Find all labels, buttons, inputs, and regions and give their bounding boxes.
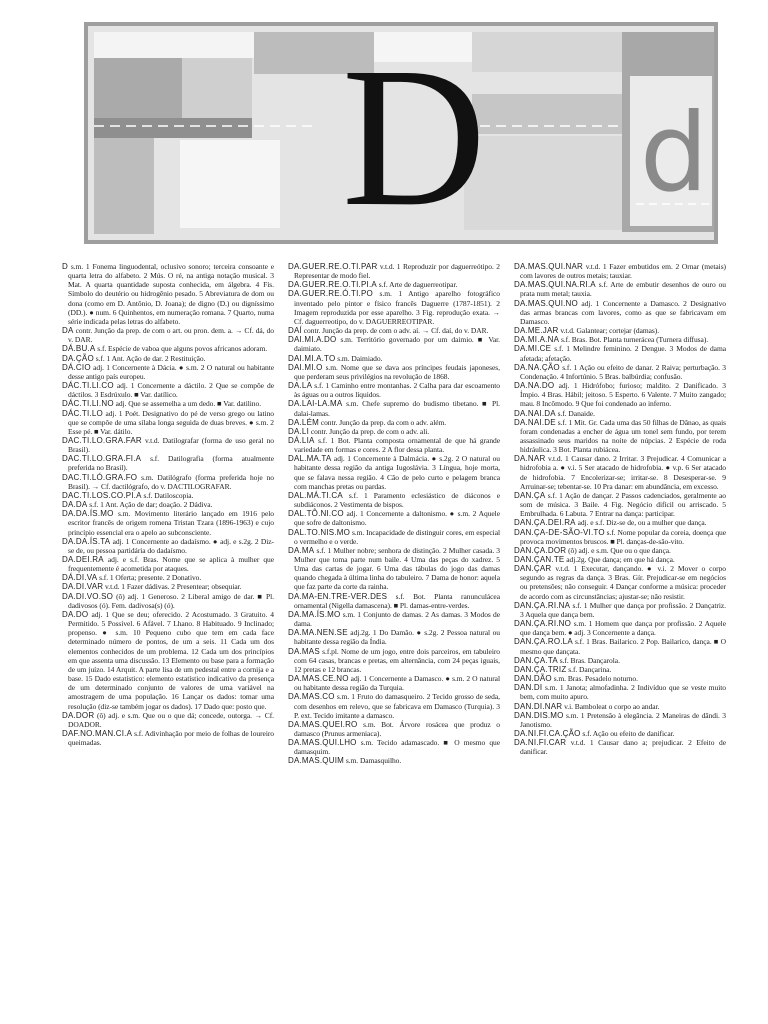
dictionary-entry	[62, 711, 274, 729]
dictionary-entry	[62, 729, 274, 747]
dictionary-entry	[514, 262, 726, 280]
definition: adj.2g. 1 Do Damão. ● s.2g. 2 Pessoa natural ou habitante dessa região da Índia.	[294, 628, 500, 647]
dictionary-entry	[62, 399, 274, 408]
definition: s.f. Dançarina.	[568, 664, 612, 674]
dictionary-entry	[514, 518, 726, 527]
dictionary-entry	[288, 674, 500, 692]
headword: DA.MAS	[288, 646, 320, 656]
headword: DA.MA.NEN.SE	[288, 628, 348, 638]
dictionary-entry	[62, 326, 274, 344]
dictionary-entry	[514, 656, 726, 665]
dictionary-entry	[514, 335, 726, 344]
dictionary-entry	[62, 454, 274, 472]
definition: s.m. 1 Janota; almofadinha. 2 Indivíduo que se veste muito bem, com muito apuro.	[520, 683, 726, 702]
definition: s.f. Espécie de vaboa que alguns povos africanos adoram.	[97, 344, 268, 354]
dictionary-entry	[62, 509, 274, 536]
headword: DÁC.TI.LI.CO	[62, 381, 114, 391]
dictionary-entry	[288, 628, 500, 646]
definition: adj. 1 Que se deu; oferecido. 2 Acostumado. 3 Gratuito. 4 Permitido. 5 Possível. 6 Afável. 7 Lhano. 8 Habituado. 9 Inclinado; propenso. ● s.m. 10 Pequeno cubo que tem em cada face determinado número de pontos, de um a seis. 11 Cada um dos elementos conhecidos de um problema. 12 Cada um dos princípios em que assenta uma discussão. 13 Elemento ou base para a formação de um juízo. 14 Arquit. A parte lisa de um pedestal entre a cornija e a base. 15 Dado estatístico: elemento estatístico indicativo da presença de um determinado conjunto de valores de uma variável na amostragem de uma população. 16 Lançar os dados: tomar uma resolução (diz-se também jogar os dados). 17 Dado que: posto que.	[68, 609, 274, 711]
dictionary-entry	[62, 500, 274, 509]
definition: s.f. Ação ou efeito de danificar.	[582, 728, 675, 738]
dictionary-entry	[514, 601, 726, 619]
definition: s.m. 1 Fonema linguodental, oclusivo sonoro; terceira consoante e quarta letra do alfabeto. 2 Mús. O ré, na antiga notação musical. 3 Mat. A quarta quantidade suposta conhecida, em álgebra. 4 Fís. Símbolo do deutério ou hidrogênio pesado. 5 Abreviatura de dom ou dona (como em D. Antônio, D. Joana); de digno (D.) ou digníssimo (DD.). ● num. 6 Quinhentos, em numeração romana. 7 Quarto, numa série indicada pelas letras do alfabeto.	[68, 262, 274, 326]
definition: adj. 1 Concernente a Damasco. ● s.m. 2 O natural ou habitante dessa região da Turquia.	[294, 674, 500, 693]
banner-block	[94, 32, 254, 58]
banner-block	[94, 58, 182, 118]
definition: s.m. Damasquilho.	[345, 756, 402, 766]
headword: DAC.TI.LOS.CO.PI.A	[62, 490, 142, 500]
headword: DA.DA.ÍS.TA	[62, 536, 111, 546]
dictionary-entry	[288, 289, 500, 326]
headword: DAL.TO.NIS.MO	[288, 527, 351, 537]
definition: adj. 1 Concernente à Dácia. ● s.m. 2 O natural ou habitante desse antigo país europeu.	[68, 362, 274, 381]
headword: D	[62, 262, 68, 271]
headword: DAN.ÇA.TA	[514, 655, 558, 665]
banner-block	[180, 140, 280, 228]
definition: adj. e s.f. Bras. Nome que se aplica à mulher que frequentemente é acometida por ataques.	[68, 555, 274, 574]
headword: DAN.ÇA.TRIZ	[514, 664, 567, 674]
definition: s.f. 1 Mulher que dança por profissão. 2 Dançatriz. 3 Aquela que dança bem.	[520, 600, 726, 619]
headword: DA.DOR	[62, 710, 95, 720]
headword: DA.MAS.QUI.NO	[514, 298, 578, 308]
dictionary-entry	[514, 363, 726, 381]
headword: DAL.MÁ.TI.CA	[288, 490, 343, 500]
headword: DÁC.TI.LI.NO	[62, 399, 114, 409]
definition: s.m. 1 Homem que dança por profissão. 2 Aquele que dança bem. ● adj. 3 Concernente a dança.	[520, 619, 726, 638]
definition: adj. 1 Poét. Designativo do pé de verso grego ou latino que se compõe de uma sílaba longa seguida de duas breves. ● s.m. 2 Esse pé. ■ Var. dátilo.	[68, 408, 274, 436]
headword: DA.LI	[288, 426, 310, 436]
definition: contr. Junção da prep. de com o adv. ali.	[310, 426, 430, 436]
dictionary-entry	[62, 436, 274, 454]
dictionary-entry	[288, 509, 500, 527]
dictionary-entry	[514, 637, 726, 655]
headword: DAN.DIS.MO	[514, 710, 564, 720]
headword: DÁC.TI.LO	[62, 408, 103, 418]
headword: DAN.ÇA.DEI.RA	[514, 518, 576, 528]
headword: DA.MI.CE	[514, 344, 552, 354]
headword: DÁ.LIA	[288, 435, 315, 445]
dictionary-entry	[62, 363, 274, 381]
definition: s.f. 1 Ant. Ação de dar; doação. 2 Dádiva.	[89, 500, 213, 510]
headword: DAN.ÇA-DE-SÃO-VI.TO	[514, 527, 605, 537]
headword: DAÍ	[288, 326, 302, 336]
definition: adj. e s.f. Diz-se de, ou a mulher que dança.	[577, 518, 707, 528]
definition: s.f. Adivinhação por meio de folhas de loureiro queimadas.	[68, 728, 274, 748]
definition: s.f. 1 Melindre feminino. 2 Dengue. 3 Modos de dama afetada; afetação.	[520, 344, 726, 363]
definition: v.t.d. 1 Fazer dádivas. 2 Presentear; obsequiar.	[105, 582, 242, 592]
definition: s.f. Arte de embutir desenhos de ouro ou prata num metal; tauxia.	[520, 280, 726, 299]
headword: DÁ.DI.VA	[62, 573, 98, 583]
letter-d-small: d	[639, 91, 709, 216]
definition: s.f. Bot. Planta ranunculácea ornamental (Nigella damascena). ■ Pl. damas-entre-verdes.	[294, 591, 500, 610]
column-2	[288, 262, 500, 1014]
definition: adj. Que se assemelha a um dedo. ■ Var. datilino.	[115, 399, 262, 409]
definition: adj. 1 Concernente a dáctilo. 2 Que se compõe de dáctilos. 3 Esdrúxulo. ■ Var. datílico.	[68, 381, 274, 400]
headword: DA.GUER.RE.O.TI.PI.A	[288, 280, 377, 290]
dictionary-entry	[514, 665, 726, 674]
dictionary-entry	[62, 381, 274, 399]
definition: adj. 1 Concernente ao dadaísmo. ● adj. e s.2g. 2 Diz-se de, ou pessoa partidária do dadaísmo.	[68, 536, 274, 555]
banner-block	[464, 136, 622, 230]
dictionary-entry	[288, 335, 500, 353]
definition: s.f. 1 Bras. Bailarico. 2 Pop. Bailarico, dança. ■ O mesmo que dançata.	[520, 637, 726, 656]
headword: DAF.NO.MAN.CI.A	[62, 728, 133, 738]
letter-d-large: D	[341, 27, 487, 244]
definition: s.m. Datilógrafo (forma preferida hoje no Brasil). → Cf. dactilógrafo, do v. DACTILOGRAFAR.	[68, 472, 274, 491]
dictionary-entry	[288, 692, 500, 719]
dictionary-entry	[288, 592, 500, 610]
definition: s.f. Arte de daguerreotipar.	[378, 280, 458, 290]
dictionary-entry	[62, 473, 274, 491]
dictionary-entry	[62, 262, 274, 326]
definition: (ô) adj. 1 Generoso. 2 Liberal amigo de dar. ■ Pl. dadivosos (ó). Fem. dadivosa(s) (ó).	[68, 591, 274, 610]
headword: DAL.MA.TA	[288, 454, 332, 464]
dictionary-entry	[514, 555, 726, 564]
definition: (ô) adj. e s.m. Que ou o que dança.	[568, 545, 671, 555]
headword: DAI.MI.A.DO	[288, 335, 337, 345]
definition: s.f. 1 Mit. Gr. Cada uma das 50 filhas de Dânao, as quais foram condenadas a encher de água um tonel sem fundo, por terem assassinado seus maridos na noite de núpcias. 2 Espécie de roda hidráulica. 3 Bot. Planta rubiácea.	[520, 417, 726, 455]
dictionary-entry	[62, 344, 274, 353]
definition: adj. 1 Concernente a daltonismo. ● s.m. 2 Aquele que sofre de daltonismo.	[294, 509, 500, 528]
headword: DAN.ÇA.RI.NA	[514, 600, 571, 610]
headword: DAN.DI	[514, 683, 543, 693]
dictionary-entry	[514, 729, 726, 738]
dictionary-body	[62, 262, 726, 1014]
definition: s.f. 1 Caminho entre montanhas. 2 Calha para dar escoamento às águas ou a outros líquidos.	[294, 381, 500, 400]
dictionary-entry	[514, 683, 726, 701]
definition: v.t.d. 1 Reproduzir por daguerreótipo. 2 Representar de modo fiel.	[294, 262, 500, 281]
headword: DA.MAS.QUI.LHO	[288, 738, 357, 748]
dictionary-entry	[514, 738, 726, 756]
headword: DA.MA-EN.TRE-VER.DES	[288, 591, 388, 601]
dictionary-entry	[288, 610, 500, 628]
banner-block	[182, 58, 252, 118]
definition: v.i. Bamboleat o corpo ao andar.	[564, 701, 660, 711]
definition: s.m. Daimiado.	[337, 353, 383, 363]
headword: DA.MAS.CE.NO	[288, 674, 349, 684]
headword: DA.NAI.DA	[514, 408, 556, 418]
headword: DÁ.BU.A	[62, 344, 96, 354]
headword: DA.MAS.QUI.NA.RI.A	[514, 280, 596, 290]
headword: DA.NAI.DE	[514, 417, 556, 427]
dictionary-entry	[514, 702, 726, 711]
dictionary-entry	[288, 720, 500, 738]
definition: contr. Junção da prep. de com o art. ou pron. dem. a. → Cf. dá, do v. DAR.	[68, 326, 274, 345]
definition: v.t.d. 1 Causar dano. 2 Irritar. 3 Prejudicar. 4 Comunicar a hidrofobia a. ● v.i. 5 Ser atacado de hidrofobia. ● v.p. 6 Ser atacado de hidrofobia. 7 Encolerizar-se; irritar-se. 8 Desesperar-se. 9 Arruinar-se; tebentar-se. 10 Pra danar: em abundância, em excesso.	[520, 454, 726, 491]
dictionary-entry	[288, 647, 500, 674]
dictionary-entry	[514, 711, 726, 729]
dictionary-entry	[288, 354, 500, 363]
headword: DA.ÇÃO	[62, 353, 94, 363]
definition: s.m. 1 Pretensão à elegância. 2 Maneiras de dândi. 3 Janotismo.	[520, 710, 726, 729]
dictionary-entry	[514, 491, 726, 518]
headword: DA.LAI-LA.MA	[288, 399, 343, 409]
headword: DA.NI.FI.CA.ÇÃO	[514, 728, 581, 738]
dictionary-entry	[62, 582, 274, 591]
definition: v.t.d. Datilografar (forma de uso geral no Brasil).	[68, 435, 274, 455]
definition: contr. Junção da prep. da com o adv. além.	[320, 417, 447, 427]
definition: s.m. Território governado por um daimio. ■ Var. daimiato.	[294, 335, 500, 354]
dictionary-entry	[514, 344, 726, 362]
definition: s.f. Bras. Bot. Planta turnerácea (Turnera diffusa).	[560, 335, 709, 345]
headword: DAI.MI.O	[288, 362, 323, 372]
definition: adj. 1 Concernente à Dalmácia. ● s.2g. 2 O natural ou habitante dessa região da antiga Iugoslávia. 3 Língua, hoje morta, que se falava nessa região. 4 Cão de pelo curto e pelagem branca com manchas pretas ou pardas.	[294, 454, 500, 491]
headword: DA.LÉM	[288, 417, 319, 427]
headword: DA.DI.VAR	[62, 582, 104, 592]
banner-block	[472, 94, 622, 134]
dictionary-entry	[514, 381, 726, 408]
headword: DA.NI.FI.CAR	[514, 738, 567, 748]
definition: v.t.d. 1 Fazer embutidos em. 2 Ornar (metais) com lavores de outros metais; tauxiar.	[520, 262, 726, 281]
headword: DAN.DÃO	[514, 674, 552, 684]
dictionary-entry	[288, 262, 500, 280]
headword: DA.MI.A.NA	[514, 335, 560, 345]
headword: DA.GUER.RE.Ó.TI.PO	[288, 289, 373, 299]
definition: v.t.d. Galantear; cortejar (damas).	[560, 326, 660, 336]
definition: s.f. Datilografia (forma atualmente preferida no Brasil).	[68, 454, 274, 473]
definition: adj. 1 Concernente a Damasco. 2 Designativo das armas brancas com lavores, como as que se fabricavam em Damasco.	[520, 298, 726, 326]
dictionary-entry	[288, 427, 500, 436]
dictionary-entry	[514, 546, 726, 555]
headword: DAI.MI.A.TO	[288, 353, 336, 363]
dictionary-entry	[514, 454, 726, 491]
definition: s.m. Bras. Pesadelo noturno.	[553, 674, 638, 684]
dictionary-entry	[514, 299, 726, 326]
headword: DA.DA.ÍS.MO	[62, 509, 114, 519]
dictionary-entry	[514, 674, 726, 683]
definition: s.m. Chefe supremo do budismo tibetano. ■ Pl. dalai-lamas.	[294, 399, 500, 418]
definition: s.f. 1 Paramento eclesiástico de diáconos e subdiáconos. 2 Vestimenta de bispos.	[294, 490, 500, 510]
definition: s.m. 1 Antigo aparelho fotográfico inventado pelo pintor e físico francês Daguerre (1787-1851). 2 Imagem reproduzida por esse aparelho. 3 Fig. reprodução exata. → Cf. daguerreotipo, do v. DAGUERREOTIPAR.	[294, 289, 500, 326]
headword: DÁ.CIO	[62, 362, 91, 372]
dictionary-entry	[62, 555, 274, 573]
definition: s.m. Nome que se dava aos príncipes feudais japoneses, que perderam seus privilégios na revolução de 1868.	[294, 362, 500, 381]
definition: s.f. 1 Ação de dançar. 2 Passos cadenciados, geralmente ao som de música. 3 Baile. 4 Fig. Negócio difícil ou arriscado. 5 Embrulhada. 6 Labuta. 7 Entrar na dança: participar.	[520, 490, 726, 519]
banner-block	[472, 32, 622, 72]
dictionary-entry	[288, 363, 500, 381]
headword: DAC.TI.LÓ.GRA.FO	[62, 472, 138, 482]
headword: DA.NA.DO	[514, 381, 555, 391]
chapter-banner	[84, 22, 718, 244]
dictionary-entry	[514, 418, 726, 455]
definition: s.m. 1 Conjunto de damas. 2 As damas. 3 Modos de dama.	[294, 609, 500, 629]
dictionary-entry	[288, 756, 500, 765]
dictionary-entry	[288, 280, 500, 289]
definition: s.m. Movimento literário lançado em 1916 pelo escritor francês de origem romena Tristan Tzara (1896-1963) e cujo princípio essencial era o apelo ao subconsciente.	[68, 509, 274, 537]
definition: s.m. 1 Fruto do damasqueiro. 2 Tecido grosso de seda, com desenhos em relevo, que se fabricava em Damasco (Turquia). 3 P. ext. Tecido imitante a damasco.	[294, 692, 500, 720]
headword: DA.MAS.QUEI.RO	[288, 719, 358, 729]
definition: v.t.d. 1 Causar dano a; prejudicar. 2 Efeito de danificar.	[520, 738, 726, 757]
headword: DA.DEI.RA	[62, 555, 104, 564]
definition: s.f. Datiloscopia.	[143, 490, 194, 500]
definition: (ô) adj. e s.m. Que ou o que dá; concede, outorga. → Cf. DOADOR.	[68, 710, 274, 729]
headword: DAN.ÇA.RO.LA	[514, 637, 573, 647]
banner-block	[94, 118, 252, 138]
definition: s.m. Tecido adamascado. ■ O mesmo que damasquim.	[294, 738, 500, 757]
headword: DAN.ÇAN.TE	[514, 555, 565, 564]
dictionary-entry	[288, 738, 500, 756]
definition: s.f.pl. Nome de um jogo, entre dois parceiros, em tabuleiro com 64 casas, brancas e pretas, em alternância, com 24 peças iguais, 12 pretas e 12 brancas.	[294, 646, 500, 674]
headword: DA.MAS.CO	[288, 692, 335, 702]
definition: adj. 1 Hidrófobo; furioso; maldito. 2 Danificado. 3 Ímpio. 4 Bras. Hábil; jeitoso. 5 Esperto. 6 Valente. 7 Muito zangado; mau. 8 Incômodo. 9 Que foi condenado ao inferno.	[520, 381, 726, 409]
dictionary-entry	[288, 454, 500, 491]
dictionary-entry	[288, 399, 500, 417]
dictionary-entry	[62, 573, 274, 582]
headword: DA.GUER.RE.O.TI.PAR	[288, 262, 378, 271]
dictionary-entry	[288, 381, 500, 399]
headword: DA.LA	[288, 381, 313, 391]
dictionary-entry	[288, 546, 500, 592]
dictionary-entry	[288, 326, 500, 335]
headword: DA.MAS.QUIM	[288, 756, 344, 766]
dictionary-entry	[62, 537, 274, 555]
definition: s.f. Danaide.	[557, 408, 595, 418]
definition: s.f. Bras. Dançarola.	[559, 655, 620, 665]
definition: v.t.d. 1 Executar, dançando. ● v.i. 2 Mover o corpo segundo as regras da dança. 3 Bras. Gír. Prejudicar-se em negócios ou pretensões; não conseguir. 4 Dançar conforme a música: proceder de acordo com as circunstâncias; ajustar-se; não resistir.	[520, 564, 726, 601]
dictionary-entry	[514, 280, 726, 298]
headword: DAC.TI.LO.GRA.FI.A	[62, 454, 142, 464]
headword: DAC.TI.LO.GRA.FAR	[62, 435, 142, 445]
headword: DA.MAS.QUI.NAR	[514, 262, 584, 271]
column-1	[62, 262, 274, 1014]
headword: DA.DO	[62, 609, 89, 619]
headword: DA.MA.ÍS.MO	[288, 609, 341, 619]
column-3	[514, 262, 726, 1014]
headword: DAN.ÇAR	[514, 564, 552, 574]
dictionary-entry	[62, 491, 274, 500]
definition: s.f. 1 Oferta; presente. 2 Donativo.	[99, 573, 202, 583]
dictionary-entry	[62, 610, 274, 711]
dictionary-entry	[514, 326, 726, 335]
dictionary-entry	[288, 528, 500, 546]
dictionary-entry	[62, 592, 274, 610]
dictionary-entry	[62, 354, 274, 363]
headword: DAN.DI.NAR	[514, 701, 563, 711]
dictionary-entry	[288, 436, 500, 454]
definition: contr. Junção da prep. de com o adv. aí. → Cf. daí, do v. DAR.	[303, 326, 489, 336]
definition: s.m. Bot. Árvore rosácea que produz o damasco (Prunus armeniaca).	[294, 719, 500, 738]
headword: DAL.TÔ.NI.CO	[288, 509, 344, 519]
headword: DA.ME.JAR	[514, 326, 559, 336]
definition: s.f. 1 Ant. Ação de dar. 2 Restituição.	[95, 353, 206, 363]
headword: DAN.ÇA.RI.NO	[514, 619, 572, 629]
definition: s.m. Incapacidade de distinguir cores, em especial o vermelho e o verde.	[294, 527, 500, 546]
dictionary-entry	[288, 491, 500, 509]
definition: s.f. 1 Bot. Planta composta ornamental de que há grande variedade em formas e cores. 2 A flor dessa planta.	[294, 435, 500, 455]
dictionary-entry	[514, 619, 726, 637]
headword: DAN.ÇA.DOR	[514, 545, 567, 555]
definition: s.f. 1 Mulher nobre; senhora de distinção. 2 Mulher casada. 3 Mulher que toma parte num baile. 4 Uma das peças do xadrez. 5 Uma das cartas de jogar. 6 Uma das tábulas do jogo das damas quando chegada à última linha do tabuleiro. 7 Dama de honor: aquela que faz parte da corte da rainha.	[294, 545, 500, 592]
definition: s.f. Nome popular da coreia, doença que provoca movimentos bruscos. ■ Pl. danças-de-são-vito.	[520, 527, 726, 546]
dictionary-entry	[514, 528, 726, 546]
dictionary-entry	[288, 418, 500, 427]
headword: DA	[62, 326, 74, 336]
definition: adj.2g. Que dança; em que há dança.	[566, 555, 675, 564]
dictionary-entry	[514, 409, 726, 418]
headword: DA.NA.ÇÃO	[514, 362, 560, 372]
dictionary-entry	[514, 564, 726, 601]
headword: DA.MA	[288, 545, 315, 555]
banner-block	[94, 138, 154, 234]
headword: DA.DI.VO.SO	[62, 591, 114, 601]
headword: DAN.ÇA	[514, 490, 546, 500]
headword: DA.DA	[62, 500, 88, 510]
dictionary-entry	[62, 409, 274, 436]
headword: DA.NAR	[514, 454, 546, 464]
definition: s.f. 1 Ação ou efeito de danar. 2 Raiva; perturbação. 3 Condenação. 4 Infortúnio. 5 Bras. balbúrdia; confusão.	[520, 362, 726, 381]
